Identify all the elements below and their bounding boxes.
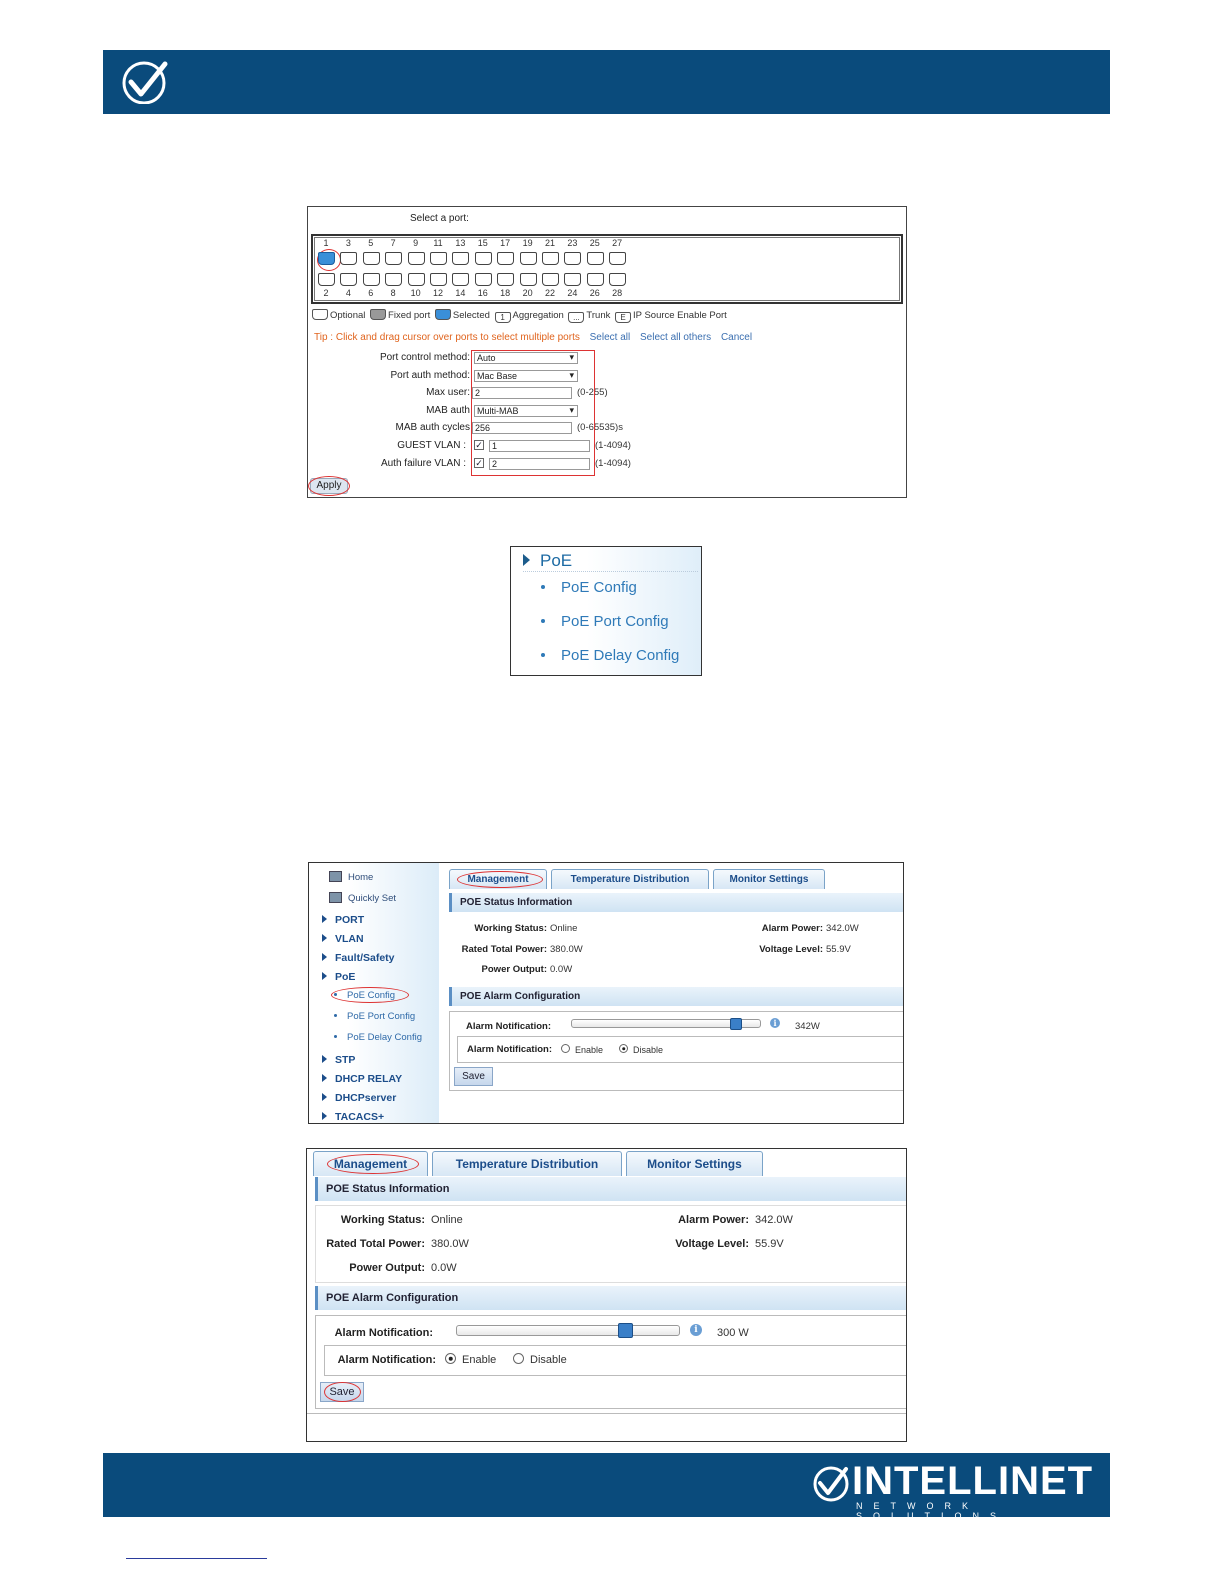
alarm-section-header: POE Alarm Configuration [449, 987, 904, 1006]
port-number: 15 [477, 238, 488, 248]
power-output-value: 0.0W [431, 1262, 457, 1274]
trunk-port-icon: ... [568, 312, 584, 323]
port-number: 10 [410, 288, 421, 298]
status-section-header: POE Status Information [315, 1177, 907, 1201]
port-20[interactable] [520, 273, 537, 286]
legend-fixed: Fixed port [388, 310, 431, 321]
sidebar-item-label: Fault/Safety [335, 952, 395, 964]
sidebar-item-label: STP [335, 1054, 356, 1066]
alarm-slider[interactable] [571, 1019, 761, 1028]
port-4[interactable] [340, 273, 357, 286]
menu-item-label: PoE Port Config [561, 613, 669, 630]
alarm-power-value: 342.0W [826, 923, 859, 934]
bullet-icon [541, 653, 545, 657]
aggregation-port-icon: 1 [495, 312, 511, 323]
port-23[interactable] [564, 252, 581, 265]
info-icon[interactable]: i [690, 1324, 702, 1336]
port-selector [311, 234, 903, 304]
sidebar-item-label: PORT [335, 914, 365, 926]
port-auth-value: Mac Base [477, 371, 518, 381]
alarm-notif-slider-label: Alarm Notification: [466, 1021, 551, 1032]
legend-ip-source: IP Source Enable Port [633, 310, 727, 321]
tab-management[interactable]: Management [449, 869, 547, 889]
alarm-notif-slider-label: Alarm Notification: [334, 1327, 433, 1339]
port-12[interactable] [430, 273, 447, 286]
port-auth-panel [307, 206, 907, 498]
alarm-power-label: Alarm Power: [761, 923, 823, 934]
guest-vlan-hint: (1-4094) [595, 440, 631, 451]
sidebar-sub-label: PoE Port Config [347, 1011, 416, 1022]
port-21[interactable] [542, 252, 559, 265]
sidebar-item-label: DHCPserver [335, 1092, 397, 1104]
alarm-notif-radio-label: Alarm Notification: [467, 1044, 552, 1055]
guest-vlan-checkbox[interactable]: ✓ [475, 440, 483, 450]
port-8[interactable] [385, 273, 402, 286]
tab-temperature-distribution[interactable]: Temperature Distribution [432, 1151, 622, 1176]
port-number: 4 [345, 288, 351, 298]
legend-aggregation: Aggregation [512, 310, 564, 321]
arrow-right-icon [322, 915, 327, 923]
sidebar-item-dhcp-relay[interactable] [322, 1073, 402, 1085]
brand-tagline: NETWORK SOLUTIONS [856, 1501, 1008, 1521]
port-1[interactable] [318, 252, 335, 265]
port-number: 6 [368, 288, 374, 298]
auth-fail-vlan-label: Auth failure VLAN : [380, 458, 466, 469]
sidebar-item-poe[interactable] [322, 971, 355, 983]
selected-port-icon [435, 309, 451, 320]
alarm-slider-handle[interactable] [618, 1323, 633, 1338]
poe-menu [510, 546, 702, 676]
sidebar-item-label: Home [348, 872, 374, 883]
arrow-right-icon [322, 934, 327, 942]
port-number: 27 [612, 238, 623, 248]
port-number: 1 [323, 238, 329, 248]
sidebar-sub-poe-port-config[interactable] [334, 1011, 415, 1022]
menu-item-poe-config[interactable] [541, 579, 637, 596]
auth-fail-vlan-checkbox[interactable]: ✓ [475, 458, 483, 468]
enable-label: Enable [575, 1045, 604, 1055]
max-user-hint: (0-255) [577, 387, 608, 398]
menu-item-label: PoE Delay Config [561, 647, 680, 664]
footer-band [103, 1453, 1110, 1521]
intellinet-logo-icon [812, 1465, 850, 1503]
voltage-value: 55.9V [755, 1238, 784, 1250]
rated-power-label: Rated Total Power: [461, 944, 547, 955]
port-13[interactable] [452, 252, 469, 265]
port-19[interactable] [520, 252, 537, 265]
port-number: 3 [345, 238, 351, 248]
select-all-others-link[interactable]: Select all others [640, 332, 712, 343]
port-number: 11 [433, 238, 443, 248]
port-14[interactable] [452, 273, 469, 286]
sidebar-item-label: TACACS+ [335, 1111, 385, 1123]
port-legend [312, 309, 729, 323]
sidebar-item-tacacs[interactable] [322, 1111, 384, 1123]
sidebar-item-dhcp-server[interactable] [322, 1092, 396, 1104]
port-3[interactable] [340, 252, 357, 265]
port-26[interactable] [587, 273, 604, 286]
port-2[interactable] [318, 273, 335, 286]
select-port-header: Select a port: [410, 213, 469, 224]
panel-divider [307, 1413, 907, 1414]
menu-item-poe-delay-config[interactable] [541, 647, 679, 664]
port-28[interactable] [609, 273, 626, 286]
apply-highlight [308, 476, 350, 496]
quick-set-icon [329, 892, 342, 903]
voltage-label: Voltage Level: [675, 1238, 749, 1250]
bullet-icon [541, 585, 545, 589]
menu-item-poe-port-config[interactable] [541, 613, 669, 630]
alarm-notif-radio-label: Alarm Notification: [337, 1354, 436, 1366]
poe-menu-title: PoE [540, 551, 573, 570]
port-number: 23 [567, 238, 578, 248]
menu-item-label: PoE Config [561, 579, 637, 596]
legend-selected: Selected [452, 310, 490, 321]
port-control-value: Auto [477, 353, 496, 363]
alarm-power-value: 342.0W [755, 1214, 793, 1226]
port-22[interactable] [542, 273, 559, 286]
footer-link-underline [126, 1558, 267, 1559]
rated-power-value: 380.0W [550, 944, 583, 955]
mab-cycles-hint: (0-65535)s [577, 422, 623, 433]
arrow-right-icon [322, 1093, 327, 1101]
working-status-value: Online [550, 923, 578, 934]
port-number: 17 [500, 238, 511, 248]
port-number: 16 [477, 288, 488, 298]
sidebar-item-label: PoE [335, 971, 356, 983]
rated-power-label: Rated Total Power: [326, 1238, 425, 1250]
status-section-header: POE Status Information [449, 893, 904, 912]
arrow-right-icon [322, 972, 327, 980]
port-number: 19 [522, 238, 533, 248]
power-output-label: Power Output: [481, 964, 547, 975]
sidebar-item-quick-set[interactable] [329, 892, 396, 904]
port-number: 20 [522, 288, 533, 298]
port-10[interactable] [408, 273, 425, 286]
save-button-highlight [324, 1382, 361, 1402]
disable-label: Disable [530, 1354, 567, 1366]
header-band [103, 50, 1110, 114]
guest-vlan-input[interactable]: 1 [489, 440, 590, 452]
poe-config-highlight [331, 987, 409, 1003]
port-number: 12 [432, 288, 443, 298]
max-user-input[interactable]: 2 [472, 387, 572, 399]
port-number: 25 [589, 238, 600, 248]
arrow-right-icon [322, 953, 327, 961]
alarm-slider-value: 300 W [717, 1327, 749, 1339]
management-tab-highlight [327, 1154, 419, 1174]
port-number: 26 [589, 288, 600, 298]
alarm-slider[interactable] [456, 1325, 680, 1336]
sidebar-item-fault-safety[interactable] [322, 952, 395, 964]
mab-cycles-label: MAB auth cycles [395, 422, 470, 433]
home-icon [329, 871, 342, 882]
port-number: 7 [390, 238, 396, 248]
port-24[interactable] [564, 273, 581, 286]
tip-row [314, 332, 752, 343]
bullet-icon [541, 619, 545, 623]
enable-radio[interactable] [445, 1353, 456, 1364]
save-button[interactable]: Save [320, 1382, 364, 1402]
port-number: 22 [544, 288, 555, 298]
sidebar-item-label: VLAN [335, 933, 364, 945]
port-number: 5 [368, 238, 374, 248]
ip-source-port-icon: E [615, 312, 631, 323]
alarm-section-header: POE Alarm Configuration [315, 1286, 907, 1310]
port-number: 2 [323, 288, 329, 298]
port-number: 18 [500, 288, 511, 298]
port-18[interactable] [497, 273, 514, 286]
sidebar-item-home[interactable] [329, 871, 373, 883]
port-7[interactable] [385, 252, 402, 265]
bullet-icon [334, 1035, 337, 1038]
port-11[interactable] [430, 252, 447, 265]
arrow-right-icon [322, 1074, 327, 1082]
brand-name: INTELLINET [852, 1459, 1094, 1503]
working-status-label: Working Status: [474, 923, 547, 934]
port-15[interactable] [475, 252, 492, 265]
info-icon[interactable]: i [770, 1018, 780, 1028]
poe-config-window [308, 862, 904, 1124]
enable-radio[interactable] [561, 1044, 570, 1053]
cancel-link[interactable]: Cancel [720, 332, 753, 343]
alarm-power-label: Alarm Power: [678, 1214, 749, 1226]
port-5[interactable] [363, 252, 380, 265]
sidebar-item-label: DHCP RELAY [335, 1073, 403, 1085]
working-status-label: Working Status: [340, 1214, 425, 1226]
port-number: 14 [455, 288, 466, 298]
mab-cycles-input[interactable]: 256 [472, 422, 572, 434]
sidebar-item-stp[interactable] [322, 1054, 355, 1066]
mab-auth-label: MAB auth [426, 405, 470, 416]
tab-monitor-settings[interactable]: Monitor Settings [626, 1151, 763, 1176]
max-user-label: Max user: [426, 387, 470, 398]
port-25[interactable] [587, 252, 604, 265]
auth-fail-vlan-input[interactable]: 2 [489, 458, 590, 470]
sidebar-sub-label: PoE Delay Config [347, 1032, 422, 1043]
arrow-right-icon [322, 1112, 327, 1120]
management-tab-highlight [457, 871, 543, 888]
optional-port-icon [312, 309, 328, 320]
port-auth-label: Port auth method: [390, 370, 470, 381]
port-control-label: Port control method: [379, 352, 470, 363]
port-9[interactable] [408, 252, 425, 265]
sidebar-item-port[interactable] [322, 914, 364, 926]
select-all-link[interactable]: Select all [589, 332, 631, 343]
port-number: 28 [612, 288, 623, 298]
rated-power-value: 380.0W [431, 1238, 469, 1250]
tab-monitor-settings[interactable]: Monitor Settings [713, 869, 825, 889]
expand-arrow-icon [523, 554, 530, 566]
power-output-label: Power Output: [349, 1262, 425, 1274]
alarm-slider-value: 342W [795, 1021, 820, 1032]
voltage-value: 55.9V [826, 944, 851, 955]
poe-management-window [306, 1148, 907, 1442]
save-button[interactable]: Save [454, 1067, 493, 1086]
sidebar-sub-label: PoE Config [347, 990, 396, 1001]
port-number: 8 [390, 288, 396, 298]
legend-optional: Optional [330, 310, 366, 321]
legend-trunk: Trunk [586, 310, 611, 321]
bullet-icon [334, 1014, 337, 1017]
port-number: 9 [413, 238, 419, 248]
sidebar-item-vlan[interactable] [322, 933, 364, 945]
port-27[interactable] [609, 252, 626, 265]
disable-label: Disable [633, 1045, 664, 1055]
disable-radio[interactable] [619, 1044, 628, 1053]
alarm-slider-handle[interactable] [730, 1018, 742, 1030]
tab-temperature-distribution[interactable]: Temperature Distribution [551, 869, 709, 889]
voltage-label: Voltage Level: [759, 944, 823, 955]
mab-auth-value: Multi-MAB [477, 406, 519, 416]
sidebar-sub-poe-delay-config[interactable] [334, 1032, 422, 1043]
tab-management[interactable]: Management [313, 1151, 428, 1176]
intellinet-logo [812, 1459, 1094, 1521]
port-number: 24 [567, 288, 578, 298]
sidebar-item-label: Quickly Set [348, 893, 397, 904]
apply-button[interactable]: Apply [310, 478, 348, 494]
power-output-value: 0.0W [550, 964, 573, 975]
tip-text: Click and drag cursor over ports to select multiple ports [335, 332, 580, 343]
enable-label: Enable [462, 1354, 497, 1366]
working-status-value: Online [431, 1214, 463, 1226]
checkmark-logo-icon [121, 60, 169, 104]
fixed-port-icon [370, 309, 386, 320]
port-17[interactable] [497, 252, 514, 265]
arrow-right-icon [322, 1055, 327, 1063]
disable-radio[interactable] [513, 1353, 524, 1364]
port-number: 13 [455, 238, 466, 248]
guest-vlan-label: GUEST VLAN : [397, 440, 466, 451]
settings-highlight [471, 350, 595, 476]
tip-label: Tip : [314, 332, 334, 343]
poe-menu-header[interactable] [523, 551, 572, 571]
menu-divider [523, 571, 698, 572]
sidebar [309, 863, 439, 1124]
port-number: 21 [544, 238, 555, 248]
auth-fail-vlan-hint: (1-4094) [595, 458, 631, 469]
port-16[interactable] [475, 273, 492, 286]
port-6[interactable] [363, 273, 380, 286]
